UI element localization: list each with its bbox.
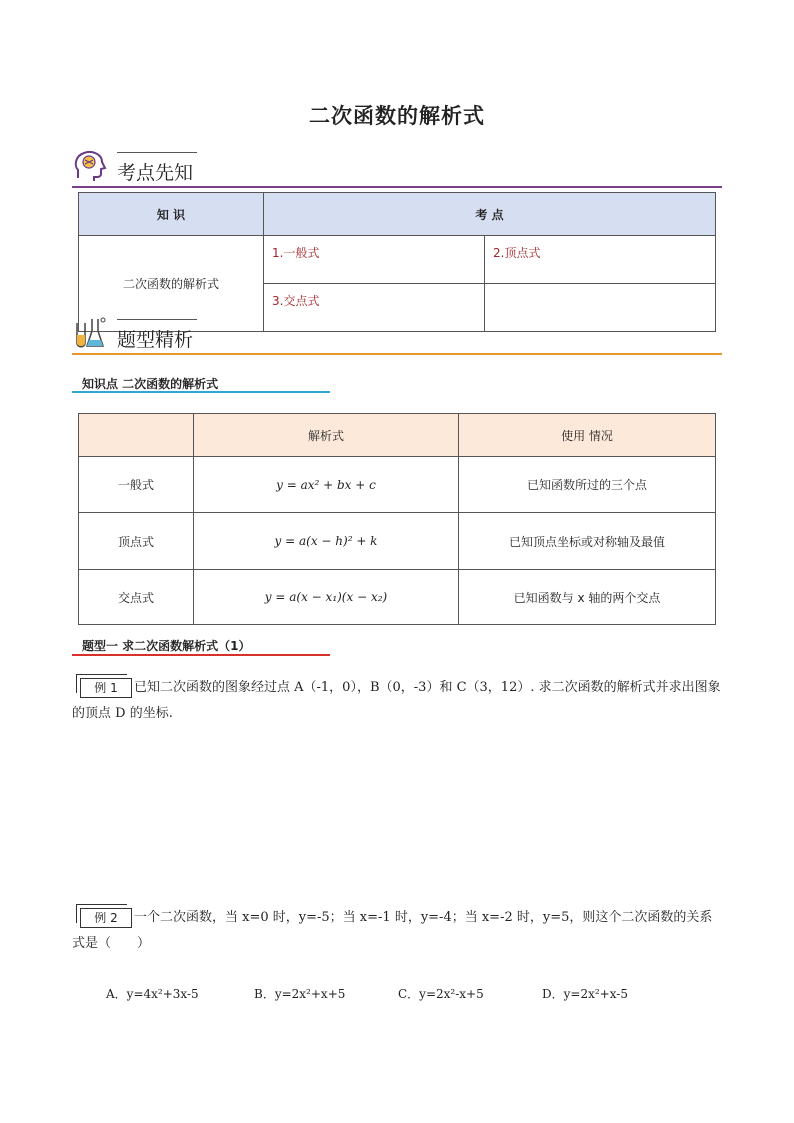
subsection-title: 知识点 二次函数的解析式: [82, 377, 219, 391]
point-cell: 2.顶点式: [485, 236, 716, 284]
point-cell: 1.一般式: [264, 236, 485, 284]
section-heading-kaodian: [72, 152, 722, 188]
section-title: 考点先知: [117, 162, 194, 184]
example-1-text: 已知二次函数的图象经过点 A（-1，0），B（0，-3）和 C（3，12）. 求二次函数的解析式并求出图象的顶点 D 的坐标.: [72, 680, 721, 721]
example-label: 例 2: [80, 908, 132, 928]
option-a: A．y=4x²+3x-5: [106, 987, 199, 1001]
brain-head-icon: [72, 148, 108, 184]
formula-cell: y = a(x − h)² + k: [194, 513, 459, 570]
subsection-underline: [72, 391, 330, 393]
table-header-knowledge: 知 识: [79, 193, 264, 236]
table-header-empty: [79, 414, 194, 457]
table-header-formula: 解析式: [194, 414, 459, 457]
example-2-text: 一个二次函数，当 x=0 时，y=-5；当 x=-1 时，y=-4；当 x=-2 时，y=5，则这个二次函数的关系式是（ ）: [72, 910, 713, 951]
section-heading-tixing: [72, 319, 722, 355]
formula-table: [78, 413, 716, 625]
knowledge-table: [78, 192, 716, 332]
example-label: 例 1: [80, 678, 132, 698]
option-b: B．y=2x²+x+5: [254, 987, 346, 1001]
knowledge-cell: 二次函数的解析式: [79, 236, 264, 332]
table-header-points: 考 点: [264, 193, 716, 236]
form-name-cell: 一般式: [79, 457, 194, 513]
topic-title: 题型一 求二次函数解析式（1）: [82, 639, 251, 653]
table-header-usage: 使用 情况: [459, 414, 716, 457]
usage-cell: 已知顶点坐标或对称轴及最值: [459, 513, 716, 570]
page-title: 二次函数的解析式: [309, 104, 485, 128]
topic-underline: [72, 654, 330, 656]
option-c: C．y=2x²-x+5: [398, 987, 484, 1001]
form-name-cell: 交点式: [79, 570, 194, 625]
formula-cell: y = a(x − x₁)(x − x₂): [194, 570, 459, 625]
option-d: D．y=2x²+x-5: [542, 987, 628, 1001]
point-cell: 3.交点式: [264, 284, 485, 332]
form-name-cell: 顶点式: [79, 513, 194, 570]
usage-cell: 已知函数与 x 轴的两个交点: [459, 570, 716, 625]
section-title: 题型精析: [117, 329, 194, 351]
formula-cell: y = ax² + bx + c: [194, 457, 459, 513]
usage-cell: 已知函数所过的三个点: [459, 457, 716, 513]
flask-icon: [72, 315, 108, 351]
